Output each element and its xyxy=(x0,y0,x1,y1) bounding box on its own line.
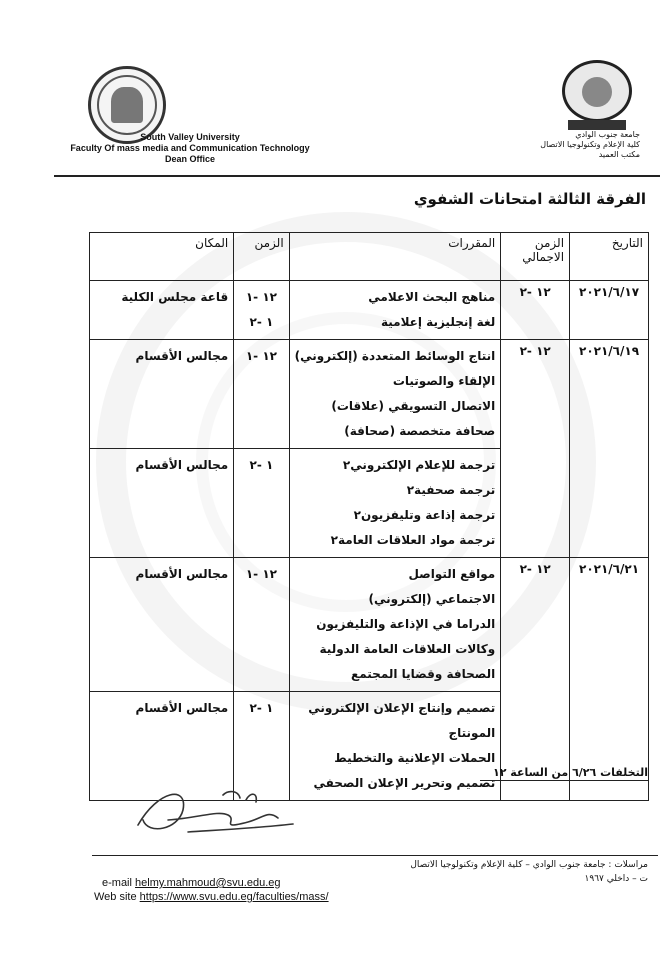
cell-courses xyxy=(289,449,501,558)
course-item: انتاج الوسائط المتعددة (إلكتروني) xyxy=(294,349,496,363)
cell-courses xyxy=(289,340,501,449)
internal-phone: ت – داخلي ١٩٦٧ xyxy=(584,874,648,884)
footer-divider xyxy=(92,855,658,856)
course-item: الحملات الإعلانية والتخطيط xyxy=(334,751,496,765)
header-total-time-line2: الاجمالي xyxy=(522,250,565,264)
time-item: ١ -٢ xyxy=(249,701,274,715)
course-item: الصحافة وقضايا المجتمع xyxy=(351,667,496,681)
website-line xyxy=(94,890,394,904)
cell-courses xyxy=(289,281,501,340)
university-logo-band xyxy=(568,120,626,130)
header-place: المكان xyxy=(90,233,234,281)
table-header-row xyxy=(90,233,649,281)
office-name-ar: مكتب العميد xyxy=(598,150,640,159)
time-item: ١ -٢ xyxy=(249,315,274,329)
course-item: لغة إنجليزية إعلامية xyxy=(380,315,496,329)
exam-schedule-table xyxy=(89,232,649,801)
page-title: الفرقة الثالثة امتحانات الشفوي xyxy=(413,190,646,208)
footer-contact-english xyxy=(94,876,394,904)
course-item: مناهج البحث الاعلامي xyxy=(368,290,496,304)
course-item: صحافة متخصصة (صحافة) xyxy=(344,424,496,438)
university-name-en: South Valley University xyxy=(140,132,240,142)
cell-time xyxy=(234,281,289,340)
time-item: ١٢ -١ xyxy=(245,349,277,363)
place-item: قاعة مجلس الكلية xyxy=(121,290,229,304)
cell-place xyxy=(90,558,234,692)
website-link[interactable]: https://www.svu.edu.eg/faculties/mass/ xyxy=(139,891,329,903)
course-item: الإلقاء والصوتيات xyxy=(392,374,496,388)
cell-place xyxy=(90,340,234,449)
course-item: تصميم وتحرير الإعلان الصحفي xyxy=(313,776,496,790)
header-total-time xyxy=(501,233,570,281)
course-item: الدراما في الإذاعة والتليفزيون xyxy=(316,617,496,631)
signature-image xyxy=(128,780,298,840)
cell-place xyxy=(90,281,234,340)
faculty-name-en: Faculty Of mass media and Communication Technology xyxy=(70,143,310,153)
course-item: المونتاج xyxy=(448,726,496,740)
course-item: ترجمة للإعلام الإلكتروني٢ xyxy=(342,458,496,472)
header-arabic xyxy=(480,130,640,160)
header-total-time-line1: الزمن xyxy=(534,236,565,250)
course-item: ترجمة مواد العلاقات العامة٢ xyxy=(330,533,496,547)
cell-place xyxy=(90,449,234,558)
time-item: ١٢ -١ xyxy=(245,567,277,581)
course-item: تصميم وإنتاج الإعلان الإلكتروني xyxy=(308,701,496,715)
email-line xyxy=(94,876,394,890)
header-courses: المقررات xyxy=(289,233,501,281)
place-item: مجالس الأقسام xyxy=(135,567,229,581)
website-label: Web site xyxy=(94,891,137,903)
cell-courses xyxy=(289,558,501,692)
header-date: التاريخ xyxy=(570,233,649,281)
cell-total: ١٢ -٢ xyxy=(501,558,570,801)
place-item: مجالس الأقسام xyxy=(135,349,229,363)
cell-time xyxy=(234,558,289,692)
course-item: ترجمة إذاعة وتليفزيون٢ xyxy=(353,508,496,522)
header-divider xyxy=(54,175,660,177)
faculty-name-ar: كلية الإعلام وتكنولوجيا الاتصال xyxy=(540,140,640,149)
course-item: الاجتماعي (إلكتروني) xyxy=(368,592,496,606)
place-item: مجالس الأقسام xyxy=(135,701,229,715)
email-link[interactable]: helmy.mahmoud@svu.edu.eg xyxy=(135,877,281,889)
header-time: الزمن xyxy=(234,233,289,281)
cell-courses xyxy=(289,692,501,801)
university-logo xyxy=(562,60,632,122)
correspondence-address: مراسلات : جامعة جنوب الوادي – كلية الإعلام وتكنولوجيا الاتصال xyxy=(410,860,648,870)
table-row xyxy=(90,558,649,692)
cell-total: ١٢ -٢ xyxy=(501,281,570,340)
time-item: ١٢ -١ xyxy=(245,290,277,304)
course-item: مواقع التواصل xyxy=(408,567,496,581)
course-item: وكالات العلاقات العامة الدولية xyxy=(319,642,496,656)
cell-date: ٢٠٢١/٦/١٧ xyxy=(570,281,649,340)
table-row xyxy=(90,340,649,449)
cell-date: ٢٠٢١/٦/٢١ xyxy=(570,558,649,801)
course-item: ترجمة صحفية٢ xyxy=(406,483,496,497)
cell-time xyxy=(234,340,289,449)
email-label: e-mail xyxy=(102,877,132,889)
cell-time xyxy=(234,449,289,558)
time-item: ١ -٢ xyxy=(249,458,274,472)
cell-date: ٢٠٢١/٦/١٩ xyxy=(570,340,649,558)
cell-total: ١٢ -٢ xyxy=(501,340,570,558)
university-name-ar: جامعة جنوب الوادي xyxy=(575,130,640,139)
makeup-exams-note: التخلفات ٦/٢٦ من الساعة ١٢ xyxy=(480,766,648,781)
table-row xyxy=(90,281,649,340)
course-item: الاتصال التسويقي (علاقات) xyxy=(331,399,496,413)
place-item: مجالس الأقسام xyxy=(135,458,229,472)
header-english xyxy=(60,132,320,165)
office-name-en: Dean Office xyxy=(164,154,215,164)
